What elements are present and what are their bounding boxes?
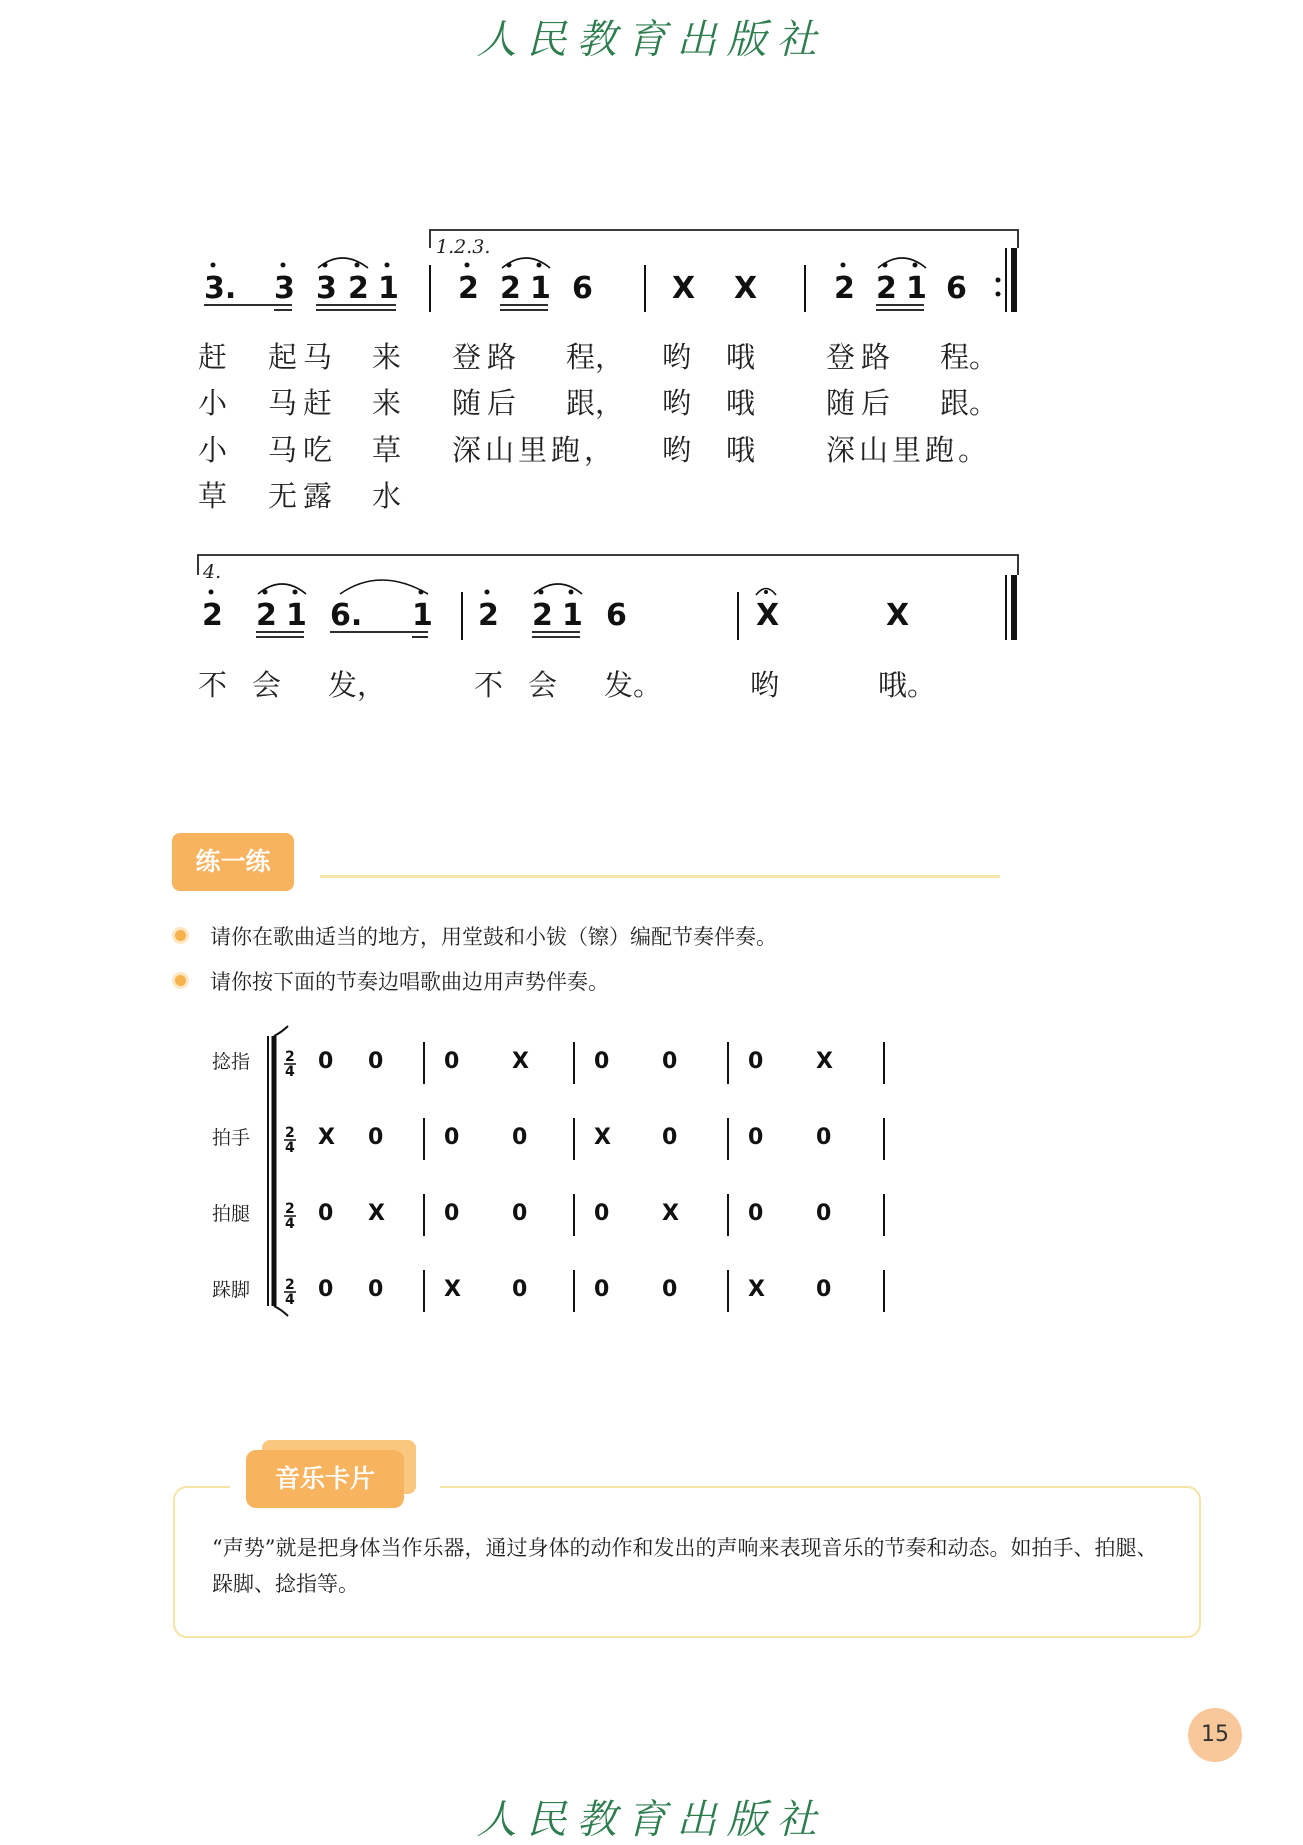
svg-text:哦: 哦 (726, 340, 756, 374)
music-card-text: “声势”就是把身体当作乐器，通过身体的动作和发出的声响来表现音乐的节奏和动态。如拍手、拍腿、跺脚、捻指等。 (212, 1536, 1158, 1596)
score-notation (0, 0, 1303, 760)
lyrics-verse-2 (198, 386, 998, 420)
rhythm-beat: X (368, 1201, 385, 1226)
rhythm-beat: 0 (662, 1125, 678, 1150)
time-signature-bottom: 4 (285, 1064, 295, 1080)
time-signature-top: 2 (285, 1277, 295, 1293)
note: 2 (256, 598, 277, 633)
time-signature-bottom: 4 (285, 1292, 295, 1308)
note: 2 (500, 271, 521, 306)
svg-text:会: 会 (528, 668, 558, 702)
svg-text:发。: 发。 (604, 668, 663, 702)
rhythm-beat: 0 (748, 1125, 764, 1150)
svg-text:登路: 登路 (826, 340, 897, 374)
note: 3. (204, 271, 237, 306)
svg-text:起马: 起马 (268, 340, 339, 374)
bullet-icon (175, 930, 186, 941)
rhythm-score (0, 1020, 1303, 1320)
lyrics-verse-4 (198, 479, 401, 513)
svg-text:程。: 程。 (940, 340, 999, 374)
svg-text:跟。: 跟。 (940, 386, 999, 420)
note: 6 (572, 271, 593, 306)
svg-text:哦: 哦 (726, 433, 756, 467)
svg-text:程，: 程， (566, 340, 625, 374)
svg-text:哟: 哟 (750, 668, 780, 702)
svg-text:哦: 哦 (726, 386, 756, 420)
rhythm-beat: X (662, 1201, 679, 1226)
svg-text:不: 不 (474, 668, 504, 702)
rhythm-label: 跺脚 (212, 1279, 251, 1301)
note: 3 (316, 271, 337, 306)
fermata-dot (764, 590, 768, 594)
rhythm-beat: 0 (662, 1277, 678, 1302)
svg-text:马吃: 马吃 (268, 433, 339, 467)
svg-text:哦。: 哦。 (878, 668, 937, 702)
note: 3 (274, 271, 295, 306)
octave-dot (485, 590, 490, 595)
svg-text:小: 小 (198, 433, 228, 467)
svg-text:不: 不 (198, 668, 228, 702)
rhythm-beat: X (816, 1049, 833, 1074)
rhythm-beat: X (594, 1125, 611, 1150)
note: 6. (330, 598, 363, 633)
note: 1 (412, 598, 433, 633)
rhythm-beat: 0 (512, 1277, 528, 1302)
note: 6 (946, 271, 967, 306)
rhythm-label: 捻指 (212, 1051, 251, 1073)
practice-title: 练一练 (172, 833, 294, 891)
rhythm-beat: 0 (318, 1277, 334, 1302)
note: 2 (458, 271, 479, 306)
rhythm-beat: 0 (318, 1049, 334, 1074)
note: 1 (906, 271, 927, 306)
svg-text:发，: 发， (328, 668, 387, 702)
time-signature-top: 2 (285, 1201, 295, 1217)
note: X (756, 598, 780, 633)
time-signature-bottom: 4 (285, 1140, 295, 1156)
rhythm-beat: 0 (594, 1277, 610, 1302)
rhythm-label: 拍手 (212, 1127, 251, 1149)
rhythm-beat: 0 (318, 1201, 334, 1226)
rhythm-beat: 0 (368, 1277, 384, 1302)
repeat-dot (996, 292, 1001, 297)
rhythm-beat: X (318, 1125, 335, 1150)
rhythm-beat: 0 (594, 1049, 610, 1074)
svg-text:草: 草 (372, 433, 402, 467)
rhythm-beat: X (748, 1277, 765, 1302)
rhythm-beat: 0 (748, 1201, 764, 1226)
note: 6 (606, 598, 627, 633)
svg-text:哟: 哟 (662, 340, 692, 374)
rhythm-beat: 0 (444, 1049, 460, 1074)
note: 1 (378, 271, 399, 306)
rhythm-label: 拍腿 (212, 1203, 251, 1225)
ending-label-4: 4. (203, 561, 222, 583)
rhythm-beat: 0 (816, 1125, 832, 1150)
note: X (672, 271, 696, 306)
rhythm-beat: 0 (444, 1201, 460, 1226)
note: 1 (286, 598, 307, 633)
ending-label-1: 1.2.3. (436, 236, 491, 258)
page-number: 15 (1188, 1708, 1242, 1762)
svg-text:小: 小 (198, 386, 228, 420)
ending-bracket-4 (198, 555, 1018, 575)
rhythm-beat: 0 (662, 1049, 678, 1074)
rhythm-beat: 0 (816, 1201, 832, 1226)
rhythm-beat: X (444, 1277, 461, 1302)
slur (340, 580, 428, 594)
svg-text:深山里跑。: 深山里跑。 (826, 433, 992, 467)
octave-dot (569, 590, 574, 595)
octave-dot (281, 263, 286, 268)
octave-dot (211, 263, 216, 268)
repeat-dot (996, 278, 1001, 283)
bullet-icon (175, 975, 186, 986)
note: 2 (348, 271, 369, 306)
svg-text:随后: 随后 (452, 386, 523, 420)
note: 2 (478, 598, 499, 633)
note: X (734, 271, 758, 306)
rhythm-rows (212, 1042, 884, 1312)
time-signature-bottom: 4 (285, 1216, 295, 1232)
svg-text:来: 来 (372, 386, 402, 420)
rhythm-beat: X (512, 1049, 529, 1074)
note: 1 (562, 598, 583, 633)
publisher-logo-top: 人民教育出版社 (476, 17, 827, 63)
time-signature-top: 2 (285, 1049, 295, 1065)
svg-text:水: 水 (372, 479, 402, 513)
rhythm-beat: 0 (444, 1125, 460, 1150)
rhythm-beat: 0 (368, 1049, 384, 1074)
svg-text:草: 草 (198, 479, 228, 513)
svg-text:会: 会 (252, 668, 282, 702)
svg-text:来: 来 (372, 340, 402, 374)
publisher-logo-bottom: 人民教育出版社 (476, 1797, 827, 1843)
octave-dot (841, 263, 846, 268)
note: X (886, 598, 910, 633)
note: 2 (202, 598, 223, 633)
svg-text:马赶: 马赶 (268, 386, 339, 420)
instruction-1: 请你在歌曲适当的地方，用堂鼓和小钹（镲）编配节奏伴奏。 (210, 925, 777, 949)
ending-bracket-1 (430, 230, 1018, 248)
rhythm-beat: 0 (512, 1125, 528, 1150)
rhythm-beat: 0 (816, 1277, 832, 1302)
octave-dot (209, 590, 214, 595)
octave-dot (465, 263, 470, 268)
time-signature-top: 2 (285, 1125, 295, 1141)
note: 2 (834, 271, 855, 306)
music-card-title: 音乐卡片 (274, 1464, 375, 1493)
rhythm-beat: 0 (748, 1049, 764, 1074)
svg-text:跟，: 跟， (566, 386, 625, 420)
rhythm-beat: 0 (594, 1201, 610, 1226)
lyrics-ending-4 (198, 668, 936, 702)
octave-dot (355, 263, 360, 268)
rhythm-beat: 0 (512, 1201, 528, 1226)
note: 1 (530, 271, 551, 306)
octave-dot (913, 263, 918, 268)
note: 2 (876, 271, 897, 306)
octave-dot (293, 590, 298, 595)
rhythm-beat: 0 (368, 1125, 384, 1150)
practice-divider (320, 875, 1000, 878)
lyrics-verse-3 (198, 433, 991, 467)
svg-text:深山里跑，: 深山里跑， (452, 433, 618, 467)
octave-dot (537, 263, 542, 268)
octave-dot (385, 263, 390, 268)
note: 2 (532, 598, 553, 633)
svg-text:登路: 登路 (452, 340, 523, 374)
svg-text:无露: 无露 (268, 479, 339, 513)
svg-text:赶: 赶 (198, 340, 228, 374)
lyrics-verse-1 (198, 340, 998, 374)
svg-text:随后: 随后 (826, 386, 897, 420)
svg-text:哟: 哟 (662, 386, 692, 420)
svg-text:哟: 哟 (662, 433, 692, 467)
instruction-2: 请你按下面的节奏边唱歌曲边用声势伴奏。 (210, 970, 609, 994)
